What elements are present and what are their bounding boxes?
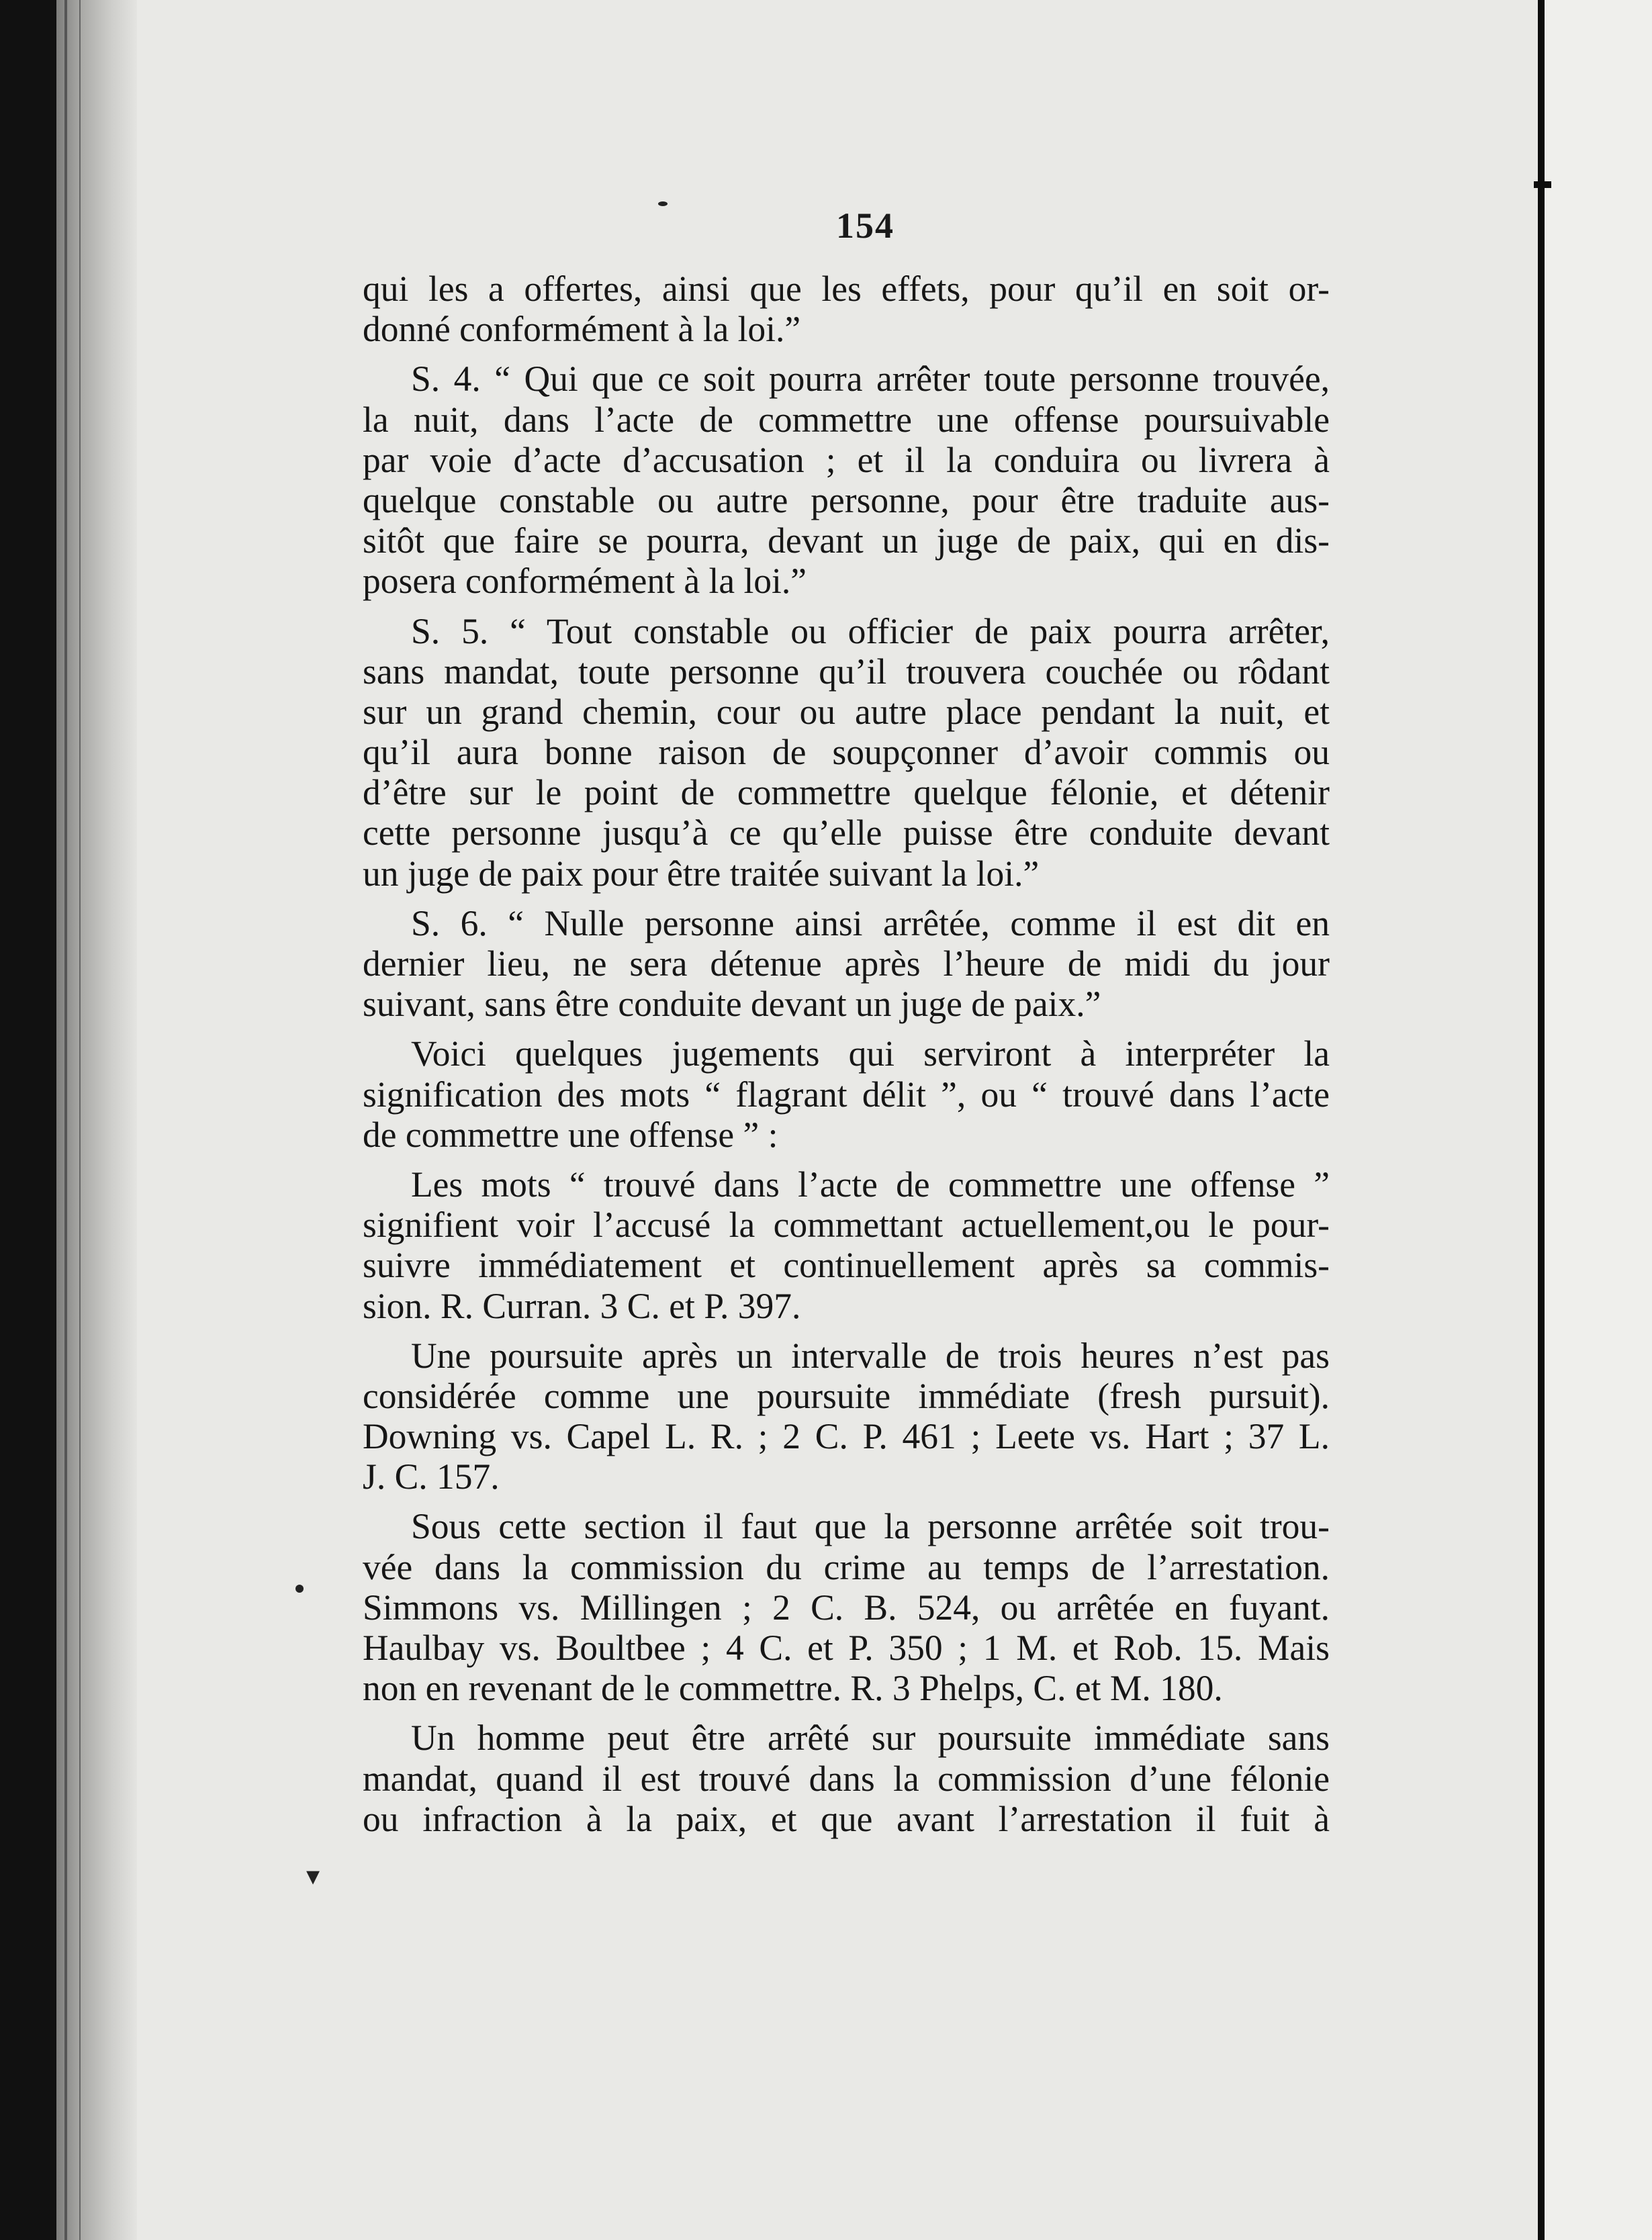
margin-arrow-mark: ▾ <box>306 1861 320 1891</box>
text-line: mandat, quand il est trouvé dans la commission d’une félonie <box>363 1758 1330 1799</box>
text-line: par voie d’acte d’accusation ; et il la conduira ou livrera à <box>363 439 1330 480</box>
text-line: posera conformément à la loi.” <box>363 561 807 602</box>
text-line: Une poursuite après un intervalle de trois heures n’est pas <box>411 1335 1330 1376</box>
text-line: Les mots “ trouvé dans l’acte de commettre une offense ” <box>411 1164 1330 1205</box>
text-line: S. 4. “ Qui que ce soit pourra arrêter toute personne trouvée, <box>411 359 1330 400</box>
text-line: sans mandat, toute personne qu’il trouvera couchée ou rôdant <box>363 651 1330 692</box>
text-line: sitôt que faire se pourra, devant un juge de paix, qui en dis- <box>363 520 1330 561</box>
paragraph-gap <box>363 1326 1330 1336</box>
text-line: donné conformément à la loi.” <box>363 309 801 350</box>
text-line: quelque constable ou autre personne, pour être traduite aus- <box>363 479 1330 520</box>
text-line: dernier lieu, ne sera détenue après l’heure de midi du jour <box>363 943 1330 984</box>
paragraph-gap <box>363 602 1330 611</box>
text-line: suivant, sans être conduite devant un juge de paix.” <box>363 984 1101 1025</box>
text-line: Haulbay vs. Boultbee ; 4 C. et P. 350 ; 1 M. et Rob. 15. Mais <box>363 1628 1330 1668</box>
page-border-tick <box>1534 181 1551 188</box>
text-line: signifient voir l’accusé la commettant actuellement,ou le pour- <box>363 1205 1330 1246</box>
text-line: S. 5. “ Tout constable ou officier de paix pourra arrêter, <box>411 610 1330 651</box>
text-line: Voici quelques jugements qui serviront à interpréter la <box>411 1033 1330 1074</box>
page-border-rule <box>1538 0 1545 2240</box>
text-line: sion. R. Curran. 3 C. et P. 397. <box>363 1285 801 1326</box>
text-line: de commettre une offense ” : <box>363 1114 778 1155</box>
text-line: considérée comme une poursuite immédiate (fresh pursuit). <box>363 1375 1330 1416</box>
text-line: vée dans la commission du crime au temps de l’arrestation. <box>363 1546 1330 1587</box>
text-line: non en revenant de le commettre. R. 3 Phelps, C. et M. 180. <box>363 1668 1223 1709</box>
text-line: ou infraction à la paix, et que avant l’arrestation il fuit à <box>363 1798 1330 1839</box>
text-line: qu’il aura bonne raison de soupçonner d’avoir commis ou <box>363 732 1330 773</box>
paragraph-gap <box>363 1155 1330 1164</box>
paragraph-gap <box>363 894 1330 903</box>
text-line: signification des mots “ flagrant délit ”, ou “ trouvé dans l’acte <box>363 1074 1330 1115</box>
body-text <box>363 269 1330 1839</box>
paragraph-gap <box>363 1708 1330 1718</box>
text-line: Un homme peut être arrêté sur poursuite immédiate sans <box>411 1718 1330 1759</box>
text-line: S. 6. “ Nulle personne ainsi arrêtée, comme il est dit en <box>411 902 1330 943</box>
text-line: d’être sur le point de commettre quelque félonie, et détenir <box>363 772 1330 813</box>
text-line: cette personne jusqu’à ce qu’elle puisse être conduite devant <box>363 812 1330 853</box>
text-line: J. C. 157. <box>363 1456 500 1497</box>
paragraph-gap <box>363 1497 1330 1506</box>
text-line: qui les a offertes, ainsi que les effets, pour qu’il en soit or- <box>363 269 1330 309</box>
paragraph-gap <box>363 349 1330 359</box>
text-line: Downing vs. Capel L. R. ; 2 C. P. 461 ; Leete vs. Hart ; 37 L. <box>363 1416 1330 1457</box>
text-line: sur un grand chemin, cour ou autre place pendant la nuit, et <box>363 691 1330 732</box>
page-gutter <box>56 0 137 2240</box>
gutter-edge-line <box>64 0 67 2240</box>
gutter-edge-line <box>79 0 81 2240</box>
text-line: la nuit, dans l’acte de commettre une offense poursuivable <box>363 399 1330 440</box>
text-line: Sous cette section il faut que la personne arrêtée soit trou- <box>411 1506 1330 1547</box>
facing-page-edge <box>1541 0 1652 2240</box>
ink-speck <box>658 201 668 206</box>
margin-bullet-mark <box>295 1585 304 1593</box>
text-line: suivre immédiatement et continuellement après sa commis- <box>363 1245 1330 1286</box>
paragraph-gap <box>363 1024 1330 1033</box>
text-line: Simmons vs. Millingen ; 2 C. B. 524, ou arrêtée en fuyant. <box>363 1587 1330 1628</box>
text-line: un juge de paix pour être traitée suivant la loi.” <box>363 853 1040 894</box>
page-number: 154 <box>836 205 894 246</box>
